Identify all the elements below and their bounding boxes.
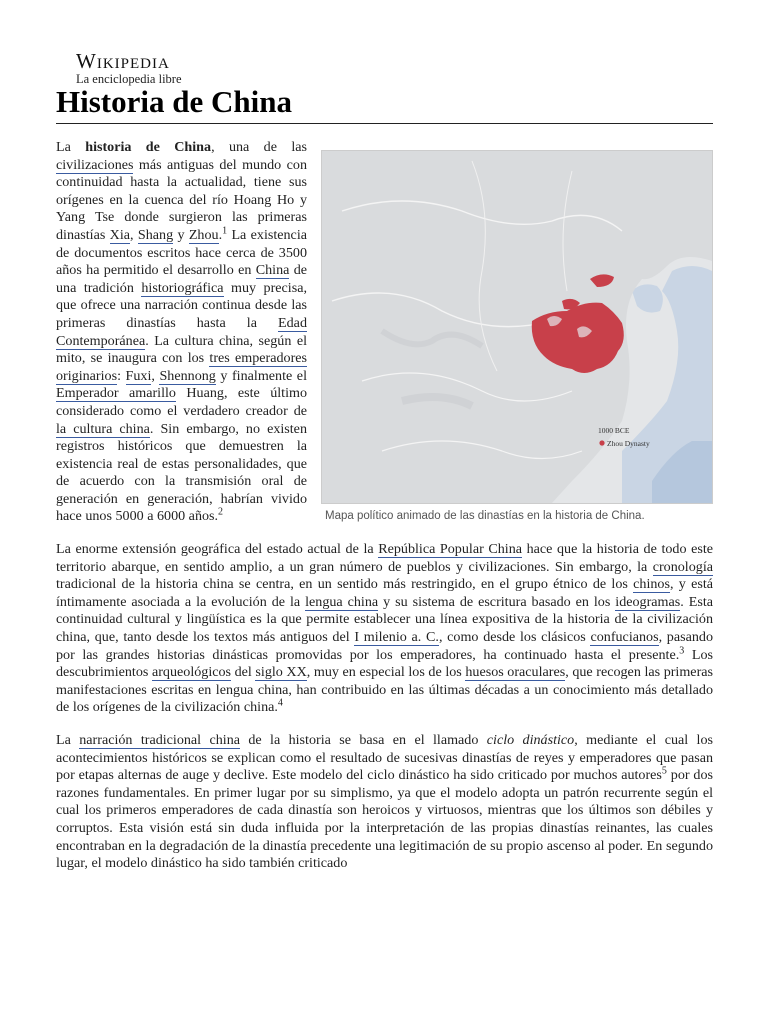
footnote-ref-3[interactable]: 3 — [679, 644, 685, 656]
link-tres-emperadores[interactable]: tres emperadores originarios — [56, 350, 308, 384]
paragraph-dynastic-cycle: La narración tradicional china de la historia se basa en el llamado ciclo dinástico, mediante el cual los acontecimientos históricos se explican como el resultado de sucesivas dinastías de reyes y emperadores que pasan por etapas alternas de auge y declive. Este modelo del ciclo dinástico ha sido criticado por muchos autores$^5$ por dos razones fundamentales. En primer lugar por su simplismo, ya que el modelo adopta un patrón recurrente según el cual los primeros emperadores de cada dinastía son heroicos y virtuosos, mientras que los últimos son débiles y corruptos. Esta visión está sin duda influida por la interpretación de las propias dinastías reinantes, las cuales encontraban en la degradación de la dinastía precedente una legitimación de su propio ascenso al poder. En segundo lugar, el modelo dinástico ha sido también criticado — [56, 732, 714, 872]
link-xia[interactable]: Xia — [109, 226, 131, 243]
paragraph-intro: La historia de China, una de las civilizaciones más antiguas del mundo con continuidad hasta la actualidad, tiene sus orígenes en la cuenca del río Hoang Ho y Yang Tse donde surgieron las primeras dinastías Xia, Shang y Zhou.$^1$ La existencia de documentos escritos hace cerca de 3500 años ha permitido el desarrollo en China de una tradición historiográfica muy precisa, que ofrece una narración continua desde las primeras dinastías hasta la Edad Contemporánea. La cultura china, según el mito, se inaugura con los tres emperadores originarios: Fuxi, Shennong y finalmente el Emperador amarillo Huang, este último considerado como el verdadero creador de la cultura china. Sin embargo, no existen registros históricos que demuestren la existencia real de estas personalidades, que de acuerdo con la transmisión oral de generación en generación, habrían vivido hace unos 5000 a 6000 años.$^2$ — [56, 139, 308, 525]
link-republica-popular-china[interactable]: República Popular China — [378, 541, 523, 558]
link-edad-contemporanea[interactable]: Edad Contemporánea — [56, 314, 307, 349]
page-title: Historia de China — [56, 84, 292, 119]
italic-term: ciclo dinástico — [486, 732, 575, 748]
link-i-milenio[interactable]: I milenio a. C. — [354, 629, 439, 646]
link-zhou[interactable]: Zhou — [188, 226, 219, 243]
dynasty-map-image[interactable] — [321, 150, 713, 504]
title-divider — [56, 123, 713, 124]
map-figure — [321, 150, 713, 524]
link-shennong[interactable]: Shennong — [159, 367, 216, 384]
link-civilizaciones[interactable]: civilizaciones — [56, 156, 134, 173]
link-chinos[interactable]: chinos — [633, 576, 670, 593]
link-cultura-china[interactable]: la cultura china — [56, 420, 150, 437]
map-caption: Mapa político animado de las dinastías en la historia de China. — [325, 510, 645, 522]
link-huesos-oraculares[interactable]: huesos oraculares — [465, 664, 566, 681]
link-arqueologicos[interactable]: arqueológicos — [151, 664, 232, 681]
footnote-ref-2[interactable]: 2 — [218, 506, 224, 518]
logo-title: Wikipedia — [76, 49, 170, 73]
link-confucianos[interactable]: confucianos — [590, 629, 659, 646]
article-body — [56, 139, 713, 888]
link-cronologia[interactable]: cronología — [652, 558, 713, 575]
map-legend-label: Zhou Dynasty — [607, 439, 650, 448]
link-ideogramas[interactable]: ideogramas — [615, 593, 681, 610]
link-lengua-china[interactable]: lengua china — [305, 593, 379, 610]
bold-term: historia de China — [85, 139, 212, 155]
link-siglo-xx[interactable]: siglo XX — [255, 664, 307, 681]
link-historiografica[interactable]: historiográfica — [141, 279, 224, 296]
footnote-ref-4[interactable]: 4 — [277, 697, 283, 709]
link-shang[interactable]: Shang — [137, 226, 174, 243]
link-fuxi[interactable]: Fuxi — [125, 367, 152, 384]
logo-subtitle: La enciclopedia libre — [76, 72, 182, 86]
legend-dot — [599, 440, 604, 445]
footnote-ref-1[interactable]: 1 — [222, 225, 228, 237]
wikipedia-logo[interactable] — [76, 50, 236, 86]
paragraph-geography: La enorme extensión geográfica del estado actual de la República Popular China hace que la historia de todo este territorio abarque, en sentido amplio, a un gran número de pueblos y civilizaciones. Sin embargo, la cronología tradicional de la historia china se centra, en un sentido más restringido, en el grupo étnico de los chinos, y está íntimamente asociada a la evolución de la lengua china y su sistema de escritura basado en los ideogramas. Esta continuidad cultural y lingüística es la que permite establecer una línea expositiva de la historia de la civilización china, que, tanto desde los textos más antiguos del I milenio a. C., como desde los clásicos confucianos, pasando por las grandes historias dinásticas promovidas por los emperadores, ha continuado hasta el presente.$^3$ Los descubrimientos arqueológicos del siglo XX, muy en especial los de los huesos oraculares, que recogen las primeras manifestaciones escritas en lengua china, han contribuido en las últimas décadas a un conocimiento más detallado de los orígenes de la civilización china.$^4$ — [56, 541, 714, 716]
map-legend-year: 1000 BCE — [598, 426, 630, 435]
footnote-ref-5[interactable]: 5 — [661, 765, 667, 777]
link-emperador-amarillo[interactable]: Emperador amarillo — [56, 385, 176, 402]
link-narracion-tradicional[interactable]: narración tradicional china — [79, 732, 240, 748]
link-china[interactable]: China — [255, 262, 290, 279]
